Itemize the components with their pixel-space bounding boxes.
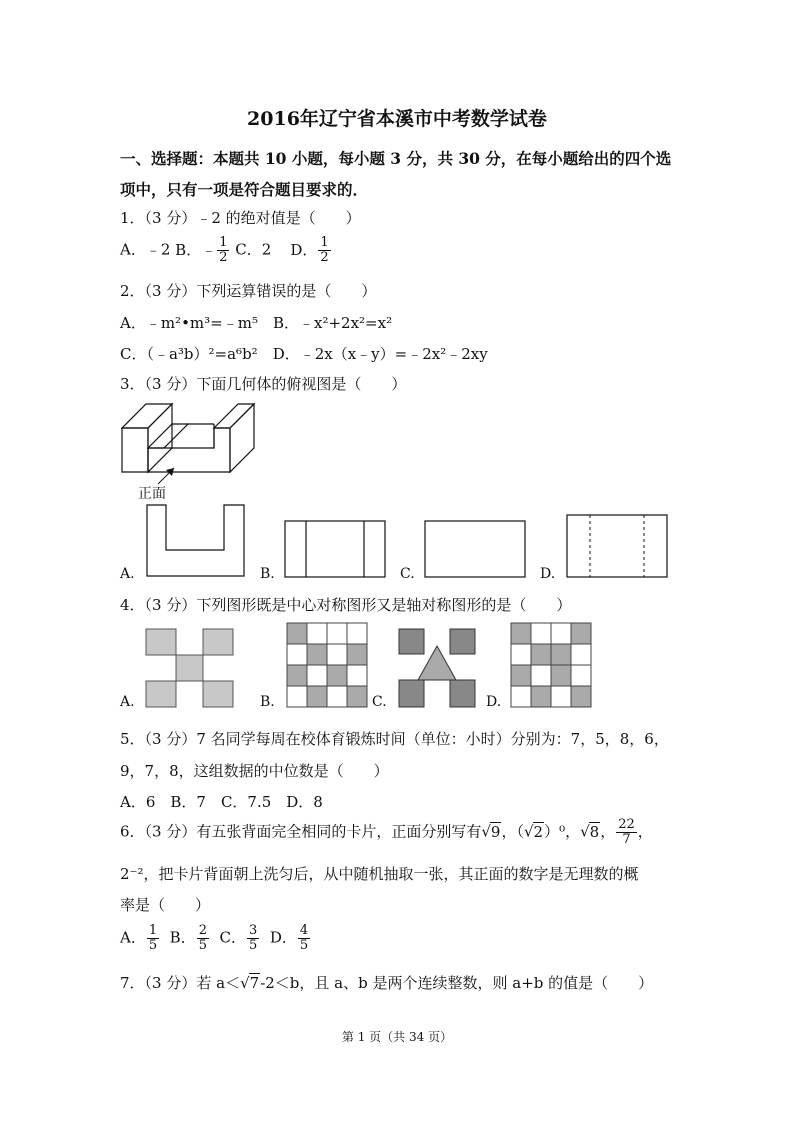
q4-option-a-figure: [145, 628, 237, 710]
section-heading-line2: 项中，只有一项是符合题目要求的．: [120, 180, 369, 199]
q3-option-c-label: C.: [400, 566, 415, 582]
page-footer: 第 1 页（共 34 页）: [341, 1030, 453, 1044]
q3-option-d-figure: [566, 514, 668, 578]
page-title: 2016年辽宁省本溪市中考数学试卷: [247, 108, 547, 130]
q5-options: A．6 B．7 C．7.5 D．8: [120, 793, 323, 811]
q2-options-cd: C．（﹣a³b）²=a⁶b² D．﹣2x（x﹣y）=﹣2x²﹣2xy: [120, 345, 488, 363]
q6-stem-line1: 6．（3 分）有五张背面完全相同的卡片，正面分别写有√9，（√2）⁰，√8， $\frac{22}{7}$ ，: [120, 817, 653, 847]
q6-stem-line3: 率是（ ）: [120, 896, 211, 914]
q4-stem: 4．（3 分）下列图形既是中心对称图形又是轴对称图形的是（ ）: [120, 596, 572, 614]
q7-stem: 7．（3 分）若 a＜√7-2＜b，且 a、b 是两个连续整数，则 a+b 的值是（ ）: [120, 974, 654, 992]
q4-option-c-label: C.: [372, 694, 387, 710]
q4-option-a-label: A.: [120, 694, 135, 710]
q5-stem-line1: 5．（3 分）7 名同学每周在校体育锻炼时间（单位：小时）分别为：7，5，8，6，: [120, 730, 669, 748]
q5-stem-line2: 9，7，8，这组数据的中位数是（ ）: [120, 762, 389, 780]
q1-option-b: B．﹣ $\frac{1}{2}$: [175, 235, 228, 265]
q2-stem: 2．（3 分）下列运算错误的是（ ）: [120, 282, 377, 300]
q4-option-b-figure: [286, 622, 370, 710]
q4-option-c-figure: [398, 628, 480, 710]
q3-option-d-label: D.: [540, 566, 556, 582]
q3-stem: 3．（3 分）下面几何体的俯视图是（ ）: [120, 375, 407, 393]
q6-options: A． $\frac{1}{5}$ B． $\frac{2}{5}$ C． $\frac{3}{5}$ D． $\frac{4}{5}$: [120, 923, 309, 953]
q1-option-a: A．﹣2: [120, 240, 171, 259]
section-heading-line1: 一、选择题：本题共 10 小题，每小题 3 分，共 30 分，在每小题给出的四个选: [120, 149, 672, 168]
q3-option-b-label: B.: [260, 566, 275, 582]
q3-front-label: 正面: [138, 486, 166, 502]
q2-options-ab: A．﹣m²•m³=﹣m⁵ B．﹣x²+2x²=x²: [120, 314, 393, 332]
q3-option-a-label: A.: [120, 566, 135, 582]
q1-options: [120, 236, 332, 265]
q1-stem: 1．（3 分）﹣2 的绝对值是（ ）: [120, 209, 361, 227]
q4-option-d-figure: [510, 622, 594, 710]
q3-option-b-figure: [284, 520, 386, 578]
q6-stem-line2: 2⁻²，把卡片背面朝上洗匀后，从中随机抽取一张，其正面的数字是无理数的概: [120, 865, 639, 883]
q1-option-c: C．2: [235, 240, 272, 259]
q4-option-d-label: D.: [486, 694, 502, 710]
q1-option-d: D． $\frac{1}{2}$: [290, 235, 329, 265]
q4-option-b-label: B.: [260, 694, 275, 710]
q3-option-c-figure: [424, 520, 526, 578]
q3-option-a-figure: [146, 504, 246, 578]
